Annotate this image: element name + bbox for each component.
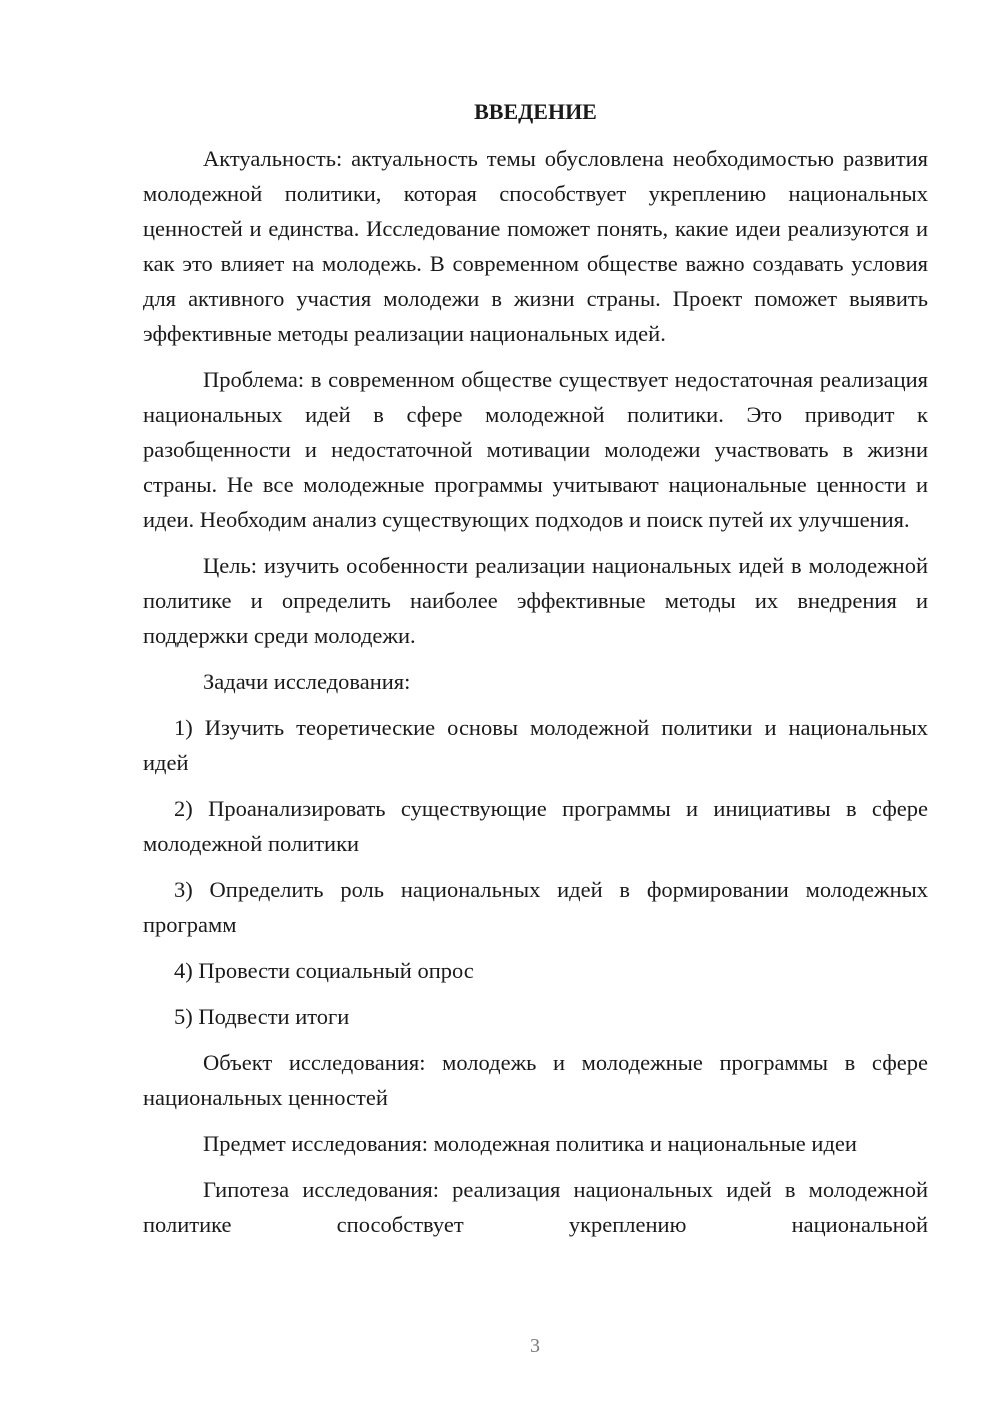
task-item-5: 5) Подвести итоги (174, 1004, 350, 1029)
subject-paragraph: Предмет исследования: молодежная политика и национальные идеи (203, 1131, 857, 1156)
problem-paragraph: Проблема: в современном обществе существует недостаточная реализация национальных идей в сфере молодежной политики. Это приводит к разобщенности и недостаточной мотивации молодежи участвовать в жизни страны. Не все молодежные программы учитывают национальные ценности и идеи. Необходим анализ существующих подходов и поиск путей их улучшения. (143, 367, 928, 532)
relevance-paragraph: Актуальность: актуальность темы обусловлена необходимостью развития молодежной политики, которая способствует укреплению национальных ценностей и единства. Исследование поможет понять, какие идеи реализуются и как это влияет на молодежь. В современном обществе важно создавать условия для активного участия молодежи в жизни страны. Проект поможет выявить эффективные методы реализации национальных идей. (143, 146, 928, 346)
object-paragraph: Объект исследования: молодежь и молодежные программы в сфере национальных ценностей (143, 1050, 928, 1110)
hypothesis-paragraph: Гипотеза исследования: реализация национальных идей в молодежной политике способствует укреплению национальной (143, 1177, 928, 1237)
task-item-4: 4) Провести социальный опрос (174, 958, 474, 983)
task-item-3: 3) Определить роль национальных идей в формировании молодежных программ (143, 877, 928, 937)
section-title: ВВЕДЕНИЕ (474, 99, 597, 124)
page-content (143, 94, 928, 1253)
task-item-2: 2) Проанализировать существующие программы и инициативы в сфере молодежной политики (143, 796, 928, 856)
tasks-heading: Задачи исследования: (203, 669, 411, 694)
task-item-1: 1) Изучить теоретические основы молодежной политики и национальных идей (143, 715, 928, 775)
goal-paragraph: Цель: изучить особенности реализации национальных идей в молодежной политике и определить наиболее эффективные методы их внедрения и поддержки среди молодежи. (143, 553, 928, 648)
page-number: 3 (530, 1335, 540, 1357)
